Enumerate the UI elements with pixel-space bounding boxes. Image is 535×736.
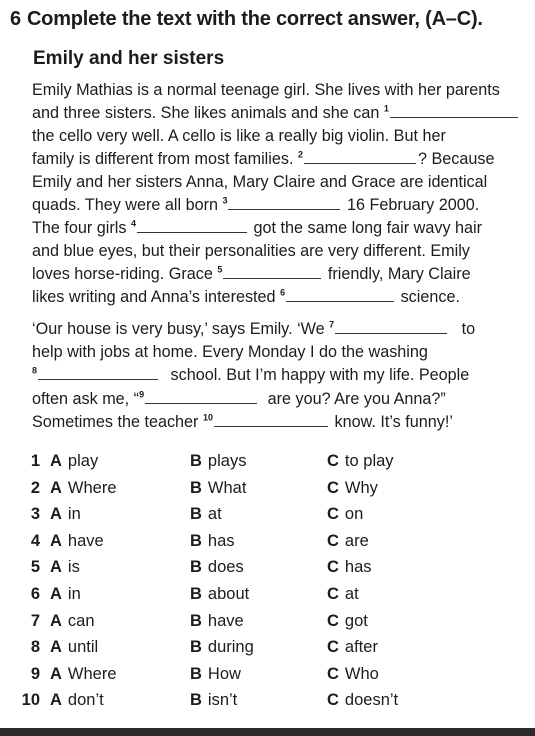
- option-a[interactable]: A in: [50, 505, 81, 524]
- story-line: ‘Our house is very busy,’ says Emily. ‘We $^7$ to: [32, 319, 476, 338]
- gap-number: 2: [297, 149, 303, 160]
- option-row: [0, 585, 535, 612]
- option-b[interactable]: B has: [190, 531, 235, 550]
- story-line: the cello very well. A cello is like a really big violin. But her: [32, 127, 446, 145]
- gap-number: 10: [202, 412, 213, 423]
- option-c[interactable]: C to play: [327, 452, 394, 470]
- option-a[interactable]: A don’t: [50, 691, 104, 710]
- option-a[interactable]: A is: [50, 558, 80, 577]
- exercise-instruction: Complete the text with the correct answer, (A–C).: [26, 8, 483, 30]
- option-c[interactable]: C Who: [327, 664, 379, 683]
- option-c[interactable]: C after: [327, 638, 378, 657]
- option-a[interactable]: A Where: [50, 664, 117, 683]
- question-number: 5: [30, 558, 40, 577]
- story-line: help with jobs at home. Every Monday I do the washing: [32, 343, 428, 361]
- answer-gap[interactable]: [335, 318, 447, 334]
- option-row: [0, 665, 535, 692]
- answer-gap[interactable]: [214, 411, 328, 427]
- gap-number: 7: [329, 319, 335, 330]
- question-number: 8: [30, 638, 40, 657]
- option-c[interactable]: C at: [327, 584, 359, 603]
- option-b[interactable]: B have: [190, 611, 244, 630]
- answer-gap[interactable]: [145, 388, 257, 404]
- option-row: [0, 532, 535, 559]
- option-row: [0, 612, 535, 639]
- story-line: Sometimes the teacher $^{10}$ know. It’s funny!’: [32, 412, 453, 431]
- option-a[interactable]: A play: [50, 452, 99, 470]
- answer-gap[interactable]: [390, 102, 518, 118]
- story-line: likes writing and Anna’s interested $^6$ science.: [32, 287, 460, 306]
- option-row: [0, 452, 535, 479]
- story-line: The four girls $^4$ got the same long fair wavy hair: [32, 218, 483, 237]
- option-c[interactable]: C on: [327, 505, 364, 524]
- option-b[interactable]: B isn’t: [190, 691, 238, 710]
- gap-number: 6: [280, 287, 286, 298]
- gap-number: 3: [222, 195, 228, 206]
- page-edge: [0, 728, 535, 736]
- question-number: 7: [30, 611, 40, 630]
- option-a[interactable]: A can: [50, 611, 95, 630]
- option-a[interactable]: A have: [50, 531, 104, 550]
- question-number: 9: [30, 664, 40, 683]
- gap-number: 1: [383, 103, 389, 114]
- story-line: and blue eyes, but their personalities are very different. Emily: [32, 242, 470, 260]
- story-line: Emily Mathias is a normal teenage girl. She lives with her parents: [32, 81, 500, 99]
- option-c[interactable]: C has: [327, 558, 372, 577]
- option-c[interactable]: C got: [327, 611, 368, 630]
- option-b[interactable]: B at: [190, 505, 222, 524]
- question-number: 2: [30, 478, 40, 497]
- option-row: [0, 479, 535, 506]
- answer-gap[interactable]: [137, 217, 247, 233]
- question-number: 4: [30, 531, 40, 550]
- answer-gap[interactable]: [38, 364, 158, 380]
- story-line: and three sisters. She likes animals and she can $^1$: [32, 102, 527, 125]
- option-c[interactable]: C are: [327, 531, 369, 550]
- option-row: [0, 638, 535, 665]
- story-line: often ask me, “$^9$ are you? Are you Anna?”: [32, 389, 446, 408]
- question-number: 10: [21, 691, 40, 710]
- option-a[interactable]: A Where: [50, 478, 117, 497]
- answer-gap[interactable]: [286, 286, 394, 302]
- option-b[interactable]: B What: [190, 478, 247, 497]
- exercise-heading: [10, 8, 483, 31]
- exercise-number: 6: [10, 8, 21, 30]
- option-row: [0, 505, 535, 532]
- story-line: loves horse-riding. Grace $^5$ friendly, Mary Claire: [32, 264, 471, 283]
- story-title: Emily and her sisters: [33, 48, 225, 69]
- option-row: [0, 558, 535, 585]
- option-b[interactable]: B during: [190, 638, 254, 657]
- option-a[interactable]: A in: [50, 584, 81, 603]
- story-line: quads. They were all born $^3$ 16 February 2000.: [32, 195, 480, 214]
- answer-gap[interactable]: [304, 148, 416, 164]
- option-c[interactable]: C doesn’t: [327, 691, 399, 710]
- gap-number: 4: [130, 218, 136, 229]
- question-number: 3: [30, 505, 40, 524]
- option-row: [0, 691, 535, 718]
- options-list: [0, 452, 535, 718]
- option-c[interactable]: C Why: [327, 478, 378, 497]
- gap-number: 9: [139, 389, 145, 400]
- answer-gap[interactable]: [223, 263, 321, 279]
- option-a[interactable]: A until: [50, 638, 99, 657]
- question-number: 1: [30, 452, 40, 470]
- story-line: Emily and her sisters Anna, Mary Claire and Grace are identical: [32, 173, 488, 191]
- answer-gap[interactable]: [228, 194, 340, 210]
- question-number: 6: [30, 584, 40, 603]
- option-b[interactable]: B about: [190, 584, 250, 603]
- gap-number: 5: [217, 264, 223, 275]
- story-line: $^8$ school. But I’m happy with my life. People: [32, 365, 470, 384]
- option-b[interactable]: B How: [190, 664, 241, 683]
- gap-number: 8: [32, 365, 38, 376]
- option-b[interactable]: B plays: [190, 452, 247, 470]
- option-b[interactable]: B does: [190, 558, 244, 577]
- story-line: family is different from most families. $^2$ ? Because: [32, 149, 495, 168]
